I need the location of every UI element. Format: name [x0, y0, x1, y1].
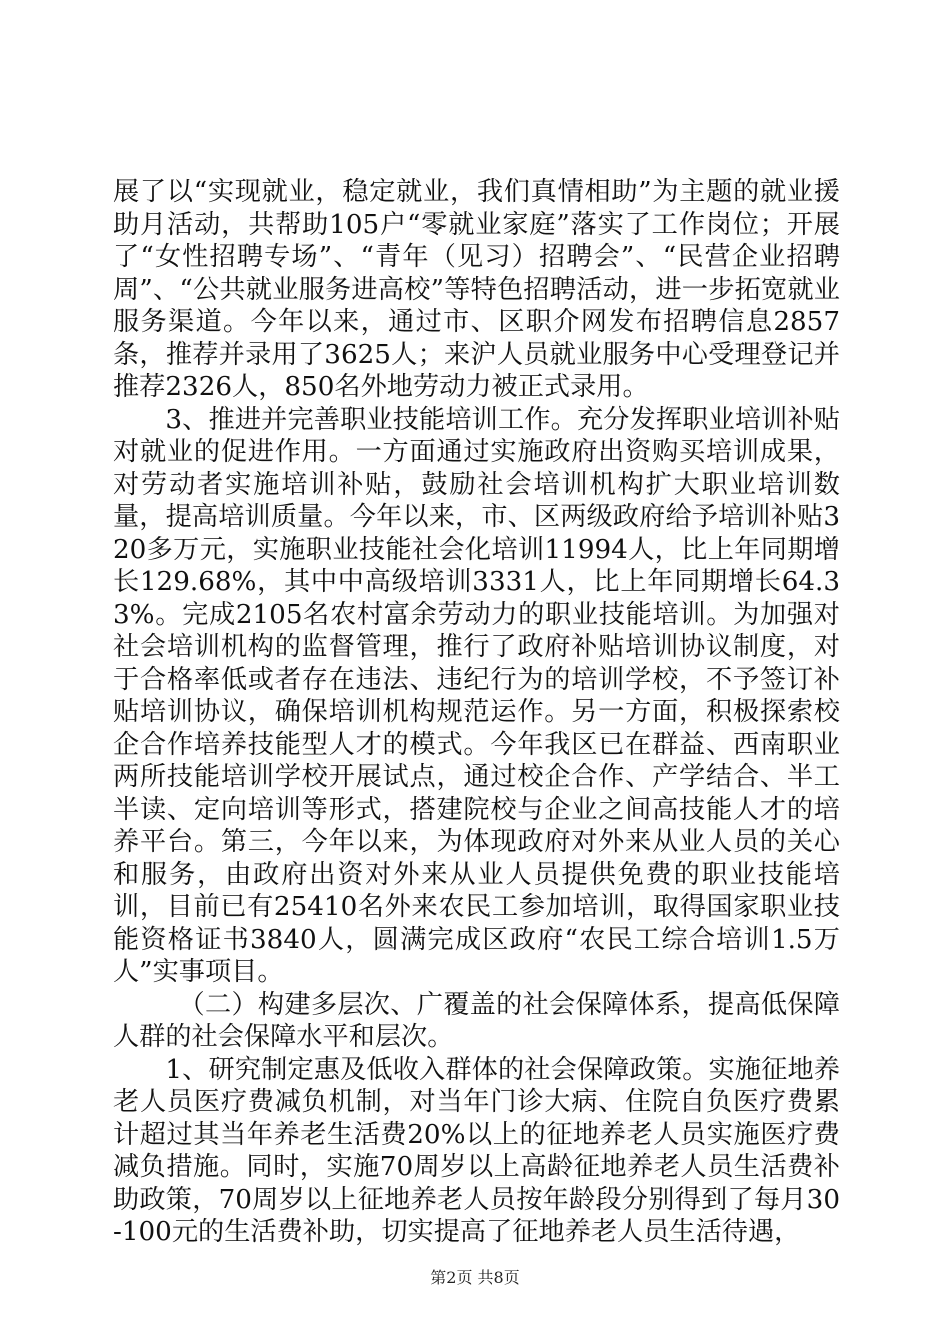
paragraph-employment-assistance: 展了以“实现就业，稳定就业，我们真情相助”为主题的就业援助月活动，共帮助105户“零就业家庭”落实了工作岗位；开展了“女性招聘专场”、“青年（见习）招聘会”、“民营企业招聘周”、“公共就业服务进高校”等特色招聘活动，进一步拓宽就业服务渠道。今年以来，通过市、区职介网发布招聘信息2857条，推荐并录用了3625人；来沪人员就业服务中心受理登记并推荐2326人，850名外地劳动力被正式录用。: [113, 177, 840, 402]
document-body: [113, 176, 840, 1249]
page-number-footer: 第2页 共8页: [430, 1268, 520, 1287]
paragraph-low-income-policy: 1、研究制定惠及低收入群体的社会保障政策。实施征地养老人员医疗费减负机制，对当年门诊大病、住院自负医疗费累计超过其当年养老生活费20%以上的征地养老人员实施医疗费减负措施。同时，实施70周岁以上高龄征地养老人员生活费补助政策，70周岁以上征地养老人员按年龄段分别得到了每月30-100元的生活费补助，切实提高了征地养老人员生活待遇，: [113, 1054, 840, 1247]
section-heading-social-security: （二）构建多层次、广覆盖的社会保障体系，提高低保障人群的社会保障水平和层次。: [113, 989, 840, 1052]
paragraph-vocational-training: 3、推进并完善职业技能培训工作。充分发挥职业培训补贴对就业的促进作用。一方面通过实施政府出资购买培训成果，对劳动者实施培训补贴，鼓励社会培训机构扩大职业培训数量，提高培训质量。今年以来，市、区两级政府给予培训补贴320多万元，实施职业技能社会化培训11994人，比上年同期增长129.68%，其中中高级培训3331人，比上年同期增长64.33%。完成2105名农村富余劳动力的职业技能培训。为加强对社会培训机构的监督管理，推行了政府补贴培训协议制度，对于合格率低或者存在违法、违纪行为的培训学校，不予签订补贴培训协议，确保培训机构规范运作。另一方面，积极探索校企合作培养技能型人才的模式。今年我区已在群益、西南职业两所技能培训学校开展试点，通过校企合作、产学结合、半工半读、定向培训等形式，搭建院校与企业之间高技能人才的培养平台。第三，今年以来，为体现政府对外来从业人员的关心和服务，由政府出资对外来从业人员提供免费的职业技能培训，目前已有25410名外来农民工参加培训，取得国家职业技能资格证书3840人，圆满完成区政府“农民工综合培训1.5万人”实事项目。: [113, 404, 840, 987]
